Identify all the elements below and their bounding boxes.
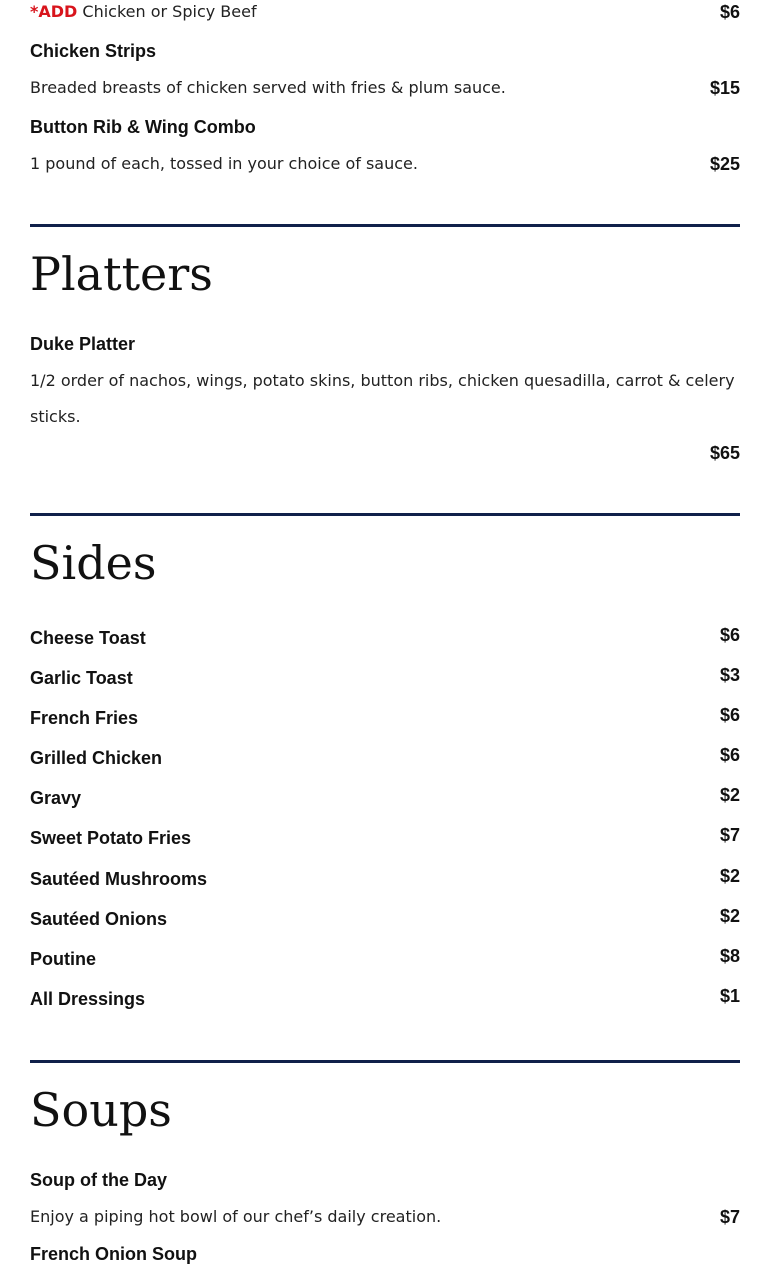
add-on-text: Chicken or Spicy Beef bbox=[82, 2, 257, 21]
menu-item-description: Enjoy a piping hot bowl of our chef’s daily creation. bbox=[30, 1207, 442, 1226]
section-divider bbox=[30, 1060, 740, 1063]
add-on-tag: *ADD bbox=[30, 2, 78, 21]
side-item-price: $1 bbox=[719, 986, 740, 1006]
section-heading-sides: Sides bbox=[30, 536, 157, 590]
side-item-name: Cheese Toast bbox=[30, 628, 146, 648]
menu-item-price: $7 bbox=[719, 1207, 740, 1227]
section-divider bbox=[30, 224, 740, 227]
side-item-price: $2 bbox=[719, 866, 740, 886]
side-item-name: Poutine bbox=[30, 949, 96, 969]
menu-item-name: Button Rib & Wing Combo bbox=[30, 117, 256, 137]
side-item-price: $6 bbox=[719, 625, 740, 645]
add-on-line bbox=[30, 1, 257, 23]
side-item-price: $6 bbox=[719, 705, 740, 725]
menu-item-name: French Onion Soup bbox=[30, 1244, 197, 1264]
side-item-name: Garlic Toast bbox=[30, 668, 133, 688]
menu-item-price: $15 bbox=[709, 78, 740, 98]
section-divider bbox=[30, 513, 740, 516]
menu-item-price: $65 bbox=[709, 443, 740, 463]
menu-item-price: $25 bbox=[709, 154, 740, 174]
side-item-name: Sweet Potato Fries bbox=[30, 828, 192, 848]
side-item-price: $8 bbox=[719, 946, 740, 966]
side-item-price: $6 bbox=[719, 745, 740, 765]
menu-item-name: Duke Platter bbox=[30, 334, 136, 354]
side-item-name: Sautéed Onions bbox=[30, 909, 168, 929]
add-on-price: $6 bbox=[719, 2, 740, 22]
section-heading-soups: Soups bbox=[30, 1083, 172, 1137]
side-item-name: All Dressings bbox=[30, 989, 146, 1009]
side-item-name: Gravy bbox=[30, 788, 82, 808]
menu-item-description: 1/2 order of nachos, wings, potato skins, button ribs, chicken quesadilla, carrot & celery sticks. bbox=[30, 371, 735, 426]
menu-item-description: Breaded breasts of chicken served with fries & plum sauce. bbox=[30, 78, 506, 97]
side-item-price: $2 bbox=[719, 785, 740, 805]
side-item-name: Grilled Chicken bbox=[30, 748, 163, 768]
menu-item-name: Soup of the Day bbox=[30, 1170, 168, 1190]
side-item-name: French Fries bbox=[30, 708, 139, 728]
section-heading-platters: Platters bbox=[30, 247, 213, 301]
menu-item-description: 1 pound of each, tossed in your choice of sauce. bbox=[30, 154, 418, 173]
side-item-price: $7 bbox=[719, 825, 740, 845]
menu-item-name: Chicken Strips bbox=[30, 41, 157, 61]
side-item-price: $3 bbox=[719, 665, 740, 685]
side-item-name: Sautéed Mushrooms bbox=[30, 869, 208, 889]
side-item-price: $2 bbox=[719, 906, 740, 926]
